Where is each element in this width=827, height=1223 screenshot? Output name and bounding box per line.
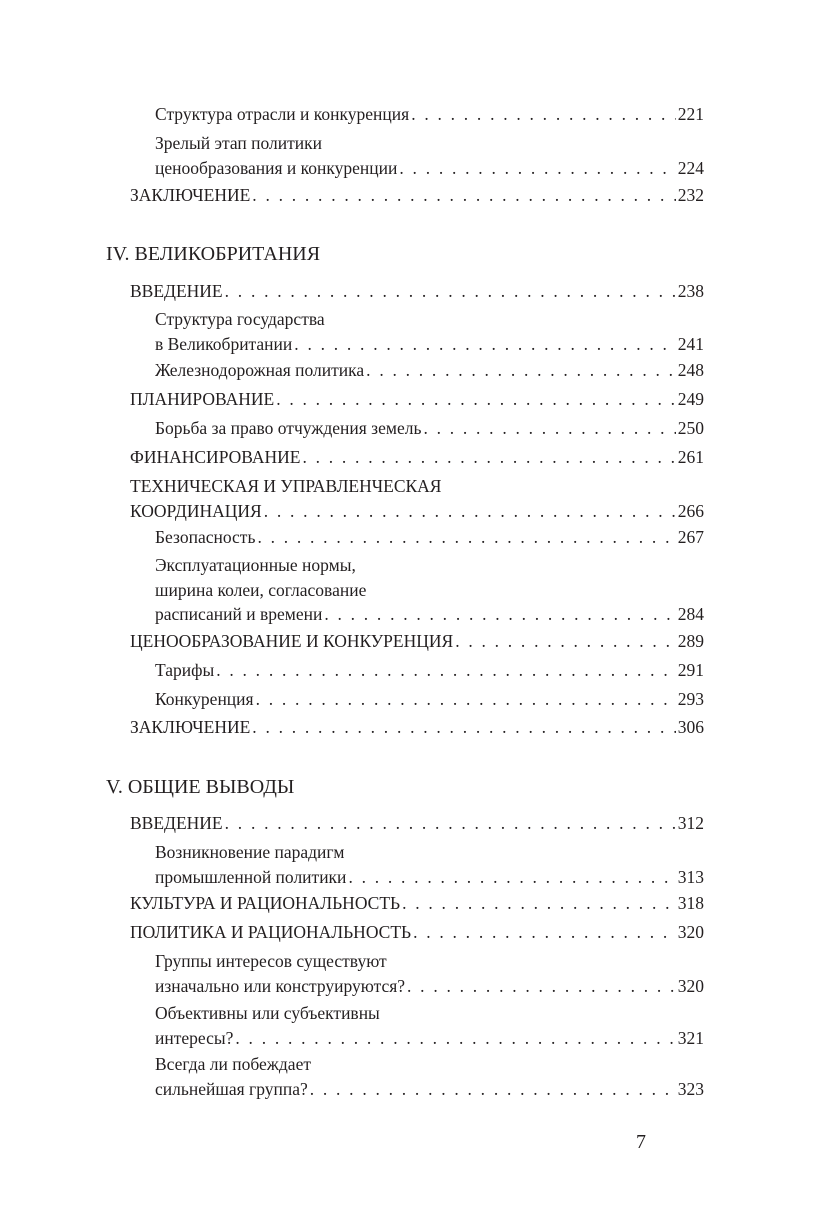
toc-entry-title-line: ширина колеи, согласование (155, 579, 367, 600)
toc-entry-culture-rationality (130, 891, 704, 916)
toc-entry-page: 232 (677, 185, 704, 205)
page-number: 7 (636, 1131, 646, 1153)
toc-entry-state-structure (155, 307, 704, 356)
toc-entry-financing (130, 445, 704, 470)
toc-entry-title: КООРДИНАЦИЯ (130, 500, 262, 521)
toc-leader-dots (225, 279, 676, 304)
toc-entry-title-line: Объективны или субъективны (155, 1003, 380, 1023)
toc-leader-dots (402, 891, 676, 916)
toc-entry-title: Борьба за право отчуждения земель (155, 418, 422, 438)
toc-entry-politics-rationality (130, 920, 704, 945)
toc-entry-title-line: ТЕХНИЧЕСКАЯ И УПРАВЛЕНЧЕСКАЯ (130, 476, 442, 496)
toc-entry-title: в Великобритании (155, 333, 293, 354)
toc-entry-title: ВВЕДЕНИЕ (130, 281, 223, 301)
toc-leader-dots (257, 525, 675, 550)
toc-entry-page: 289 (677, 631, 704, 651)
toc-entry-title: ценообразования и конкуренции (155, 157, 398, 178)
toc-entry-page: 224 (677, 157, 704, 178)
toc-entry-page: 291 (677, 660, 704, 680)
toc-entry-title: расписаний и времени (155, 604, 323, 624)
toc-entry-safety (155, 525, 704, 550)
toc-leader-dots (413, 920, 676, 945)
toc-entry-conclusion (130, 183, 704, 208)
toc-entry-interest-groups (155, 949, 704, 998)
toc-entry-railway-policy (155, 358, 704, 383)
toc-entry-page: 312 (677, 813, 704, 833)
toc-leader-dots (256, 687, 676, 712)
toc-entry-strongest-group (155, 1052, 704, 1101)
toc-entry-title: ЗАКЛЮЧЕНИЕ (130, 717, 251, 737)
toc-entry-operating-norms (155, 553, 704, 627)
toc-entry-page: 313 (677, 866, 704, 887)
toc-leader-dots (423, 416, 675, 441)
toc-leader-dots (366, 358, 676, 383)
toc-entry-page: 323 (677, 1078, 704, 1099)
toc-leader-dots (310, 1077, 676, 1102)
toc-entry-title-line: Структура государства (155, 309, 325, 329)
toc-entry-introduction (130, 279, 704, 304)
toc-entry-mature-pricing-policy (155, 131, 704, 180)
toc-entry-objective-interests (155, 1001, 704, 1050)
toc-entry-title: Структура отрасли и конкуренция (155, 104, 410, 124)
toc-entry-title: промышленной политики (155, 866, 347, 887)
toc-entry-title: изначально или конструируются? (155, 975, 406, 996)
toc-leader-dots (252, 715, 675, 740)
toc-entry-page: 248 (677, 360, 704, 380)
toc-leader-dots (348, 865, 675, 890)
toc-entry-title: Безопасность (155, 527, 256, 547)
toc-entry-industry-structure (155, 102, 704, 127)
toc-leader-dots (264, 499, 676, 524)
toc-leader-dots (407, 974, 676, 999)
toc-entry-title: ЗАКЛЮЧЕНИЕ (130, 185, 251, 205)
toc-entry-introduction-v (130, 811, 704, 836)
toc-entry-title-line: Зрелый этап политики (155, 133, 323, 153)
toc-entry-title: ВВЕДЕНИЕ (130, 813, 223, 833)
toc-entry-page: 284 (677, 604, 704, 624)
toc-entry-page: 238 (677, 281, 704, 301)
toc-entry-page: 293 (677, 689, 704, 709)
toc-entry-title: Железнодорожная политика (155, 360, 365, 380)
toc-entry-page: 266 (677, 500, 704, 521)
toc-entry-page: 241 (677, 333, 704, 354)
toc-entry-page: 321 (677, 1027, 704, 1048)
toc-leader-dots (216, 658, 676, 683)
toc-entry-page: 320 (677, 922, 704, 942)
toc-entry-page: 306 (677, 717, 704, 737)
toc-entry-title-line: Возникновение парадигм (155, 842, 345, 862)
toc-entry-page: 261 (677, 447, 704, 467)
toc-entry-planning (130, 387, 704, 412)
chapter-heading-great-britain: IV. ВЕЛИКОБРИТАНИЯ (106, 243, 321, 265)
toc-entry-title: ЦЕНООБРАЗОВАНИЕ И КОНКУРЕНЦИЯ (130, 631, 454, 651)
toc-leader-dots (455, 629, 676, 654)
toc-leader-dots (399, 156, 675, 181)
toc-entry-page: 221 (677, 104, 704, 124)
toc-entry-paradigms (155, 840, 704, 889)
toc-leader-dots (276, 387, 676, 412)
toc-entry-conclusion-uk (130, 715, 704, 740)
toc-leader-dots (225, 811, 676, 836)
chapter-heading-general-conclusions: V. ОБЩИЕ ВЫВОДЫ (106, 776, 295, 798)
toc-entry-title: ПЛАНИРОВАНИЕ (130, 389, 275, 409)
toc-leader-dots (324, 602, 675, 627)
toc-entry-title: интересы? (155, 1027, 234, 1048)
toc-entry-title: КУЛЬТУРА И РАЦИОНАЛЬНОСТЬ (130, 893, 401, 913)
toc-entry-title: ФИНАНСИРОВАНИЕ (130, 447, 301, 467)
toc-entry-title: Конкуренция (155, 689, 254, 709)
toc-entry-tariffs (155, 658, 704, 683)
toc-entry-page: 250 (677, 418, 704, 438)
toc-entry-competition (155, 687, 704, 712)
toc-entry-title-line: Группы интересов существуют (155, 951, 387, 971)
toc-leader-dots (252, 183, 675, 208)
toc-entry-title: сильнейшая группа? (155, 1078, 308, 1099)
toc-entry-title: ПОЛИТИКА И РАЦИОНАЛЬНОСТЬ (130, 922, 412, 942)
toc-leader-dots (411, 102, 676, 127)
toc-leader-dots (294, 332, 675, 357)
toc-entry-land-expropriation (155, 416, 704, 441)
toc-entry-title-line: Эксплуатационные нормы, (155, 555, 356, 575)
toc-entry-page: 320 (677, 975, 704, 996)
toc-entry-technical-coordination (130, 474, 704, 523)
toc-entry-page: 249 (677, 389, 704, 409)
toc-entry-pricing-competition (130, 629, 704, 654)
toc-entry-page: 267 (677, 527, 704, 547)
toc-entry-title: Тарифы (155, 660, 215, 680)
toc-leader-dots (302, 445, 675, 470)
toc-entry-title-line: Всегда ли побеждает (155, 1054, 311, 1074)
toc-leader-dots (235, 1026, 675, 1051)
toc-entry-page: 318 (677, 893, 704, 913)
